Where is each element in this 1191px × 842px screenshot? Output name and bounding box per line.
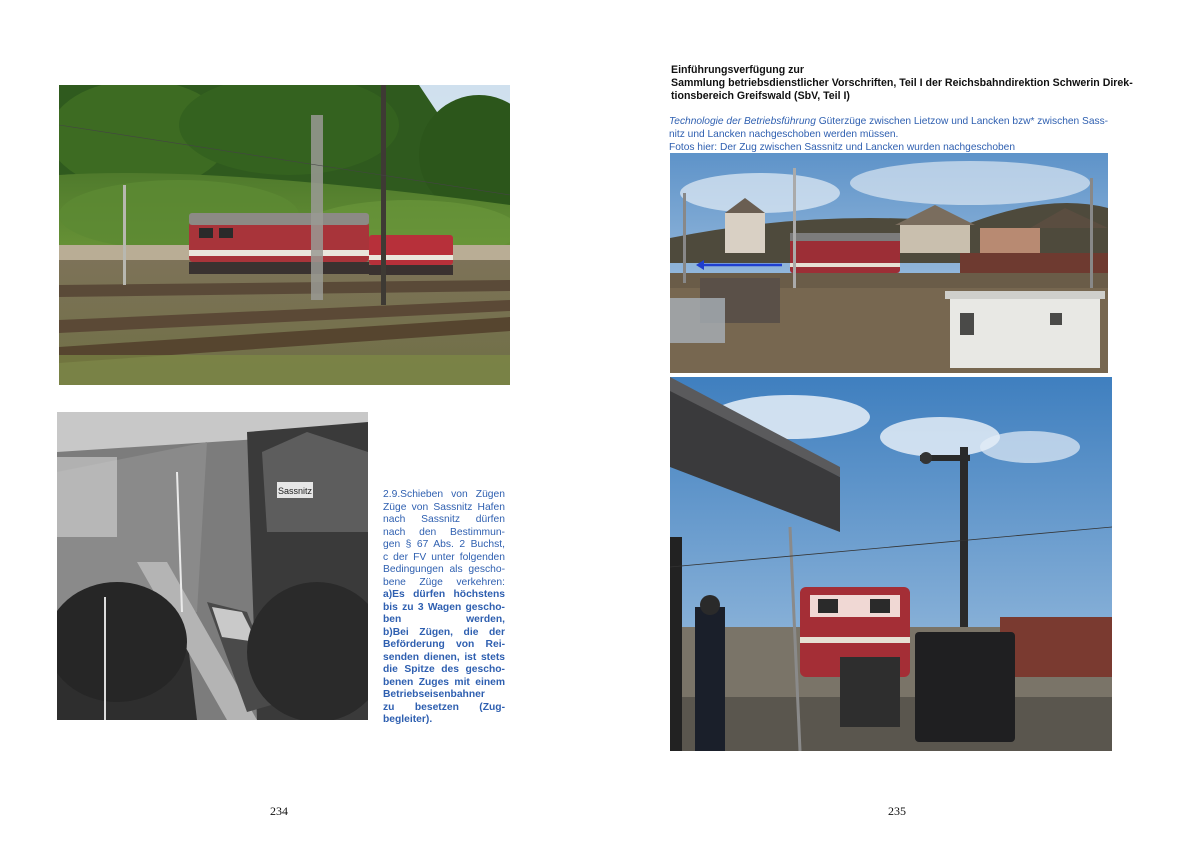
- subtext-line-1-rest: Güterzüge zwischen Lietzow und Lancken bzw* zwischen Sass-: [815, 116, 1109, 127]
- caption-line: Bedingungen als gescho-: [383, 564, 505, 575]
- caption-line: nach den Bestimmun-: [383, 526, 505, 538]
- caption-line: gen § 67 Abs. 2 Buchst,: [383, 539, 505, 550]
- caption-line: begleiter).: [383, 714, 433, 725]
- caption-line: senden dienen, ist stets: [383, 651, 505, 663]
- caption-line: 2.9.Schieben von Zügen: [383, 489, 505, 500]
- caption-line: Züge von Sassnitz Hafen: [383, 501, 505, 513]
- page-heading: [671, 64, 1133, 103]
- caption-line: die Spitze des gescho-: [383, 664, 505, 675]
- photo-platform-locomotive: [670, 377, 1112, 751]
- subtext-line-1: [669, 115, 1119, 128]
- caption-line: bene Züge verkehren:: [383, 576, 505, 588]
- station-sign-text: Sassnitz: [277, 486, 313, 496]
- subtext-italic: Technologie der Betriebsführung: [669, 116, 816, 127]
- heading-line-2: Sammlung betriebsdienstlicher Vorschriften, Teil I der Reichsbahndirektion Schwerin Direk-: [671, 77, 1133, 89]
- page-number-left: 234: [270, 804, 288, 818]
- caption-line: Beförderung von Rei-: [383, 639, 505, 650]
- subtext-block: [669, 115, 1119, 154]
- photo-sassnitz-station-bw: [57, 412, 368, 720]
- photo-red-locomotives: [59, 85, 510, 385]
- caption-text-block: [383, 489, 505, 727]
- caption-line: c der FV unter folgenden: [383, 551, 505, 563]
- caption-line: nach Sassnitz dürfen: [383, 514, 505, 525]
- caption-line: a)Es dürfen höchstens: [383, 589, 505, 600]
- heading-line-1: Einführungsverfügung zur: [671, 64, 805, 76]
- caption-line: zu besetzen (Zug-: [383, 701, 505, 713]
- photo-station-with-arrow: [670, 153, 1108, 373]
- heading-line-3: tionsbereich Greifswald (SbV, Teil I): [671, 90, 850, 102]
- page-number-right: 235: [888, 804, 906, 818]
- caption-line: bis zu 3 Wagen gescho-: [383, 601, 505, 613]
- caption-line: Betriebseisenbahner: [383, 689, 485, 700]
- caption-line: benen Zuges mit einem: [383, 676, 505, 688]
- caption-line: b)Bei Zügen, die der: [383, 626, 505, 638]
- caption-line: ben werden,: [383, 614, 505, 625]
- subtext-line-3: Fotos hier: Der Zug zwischen Sassnitz und Lancken wurden nachgeschoben: [669, 142, 1016, 153]
- subtext-line-2: nitz und Lancken nachgeschoben werden müssen.: [669, 129, 899, 140]
